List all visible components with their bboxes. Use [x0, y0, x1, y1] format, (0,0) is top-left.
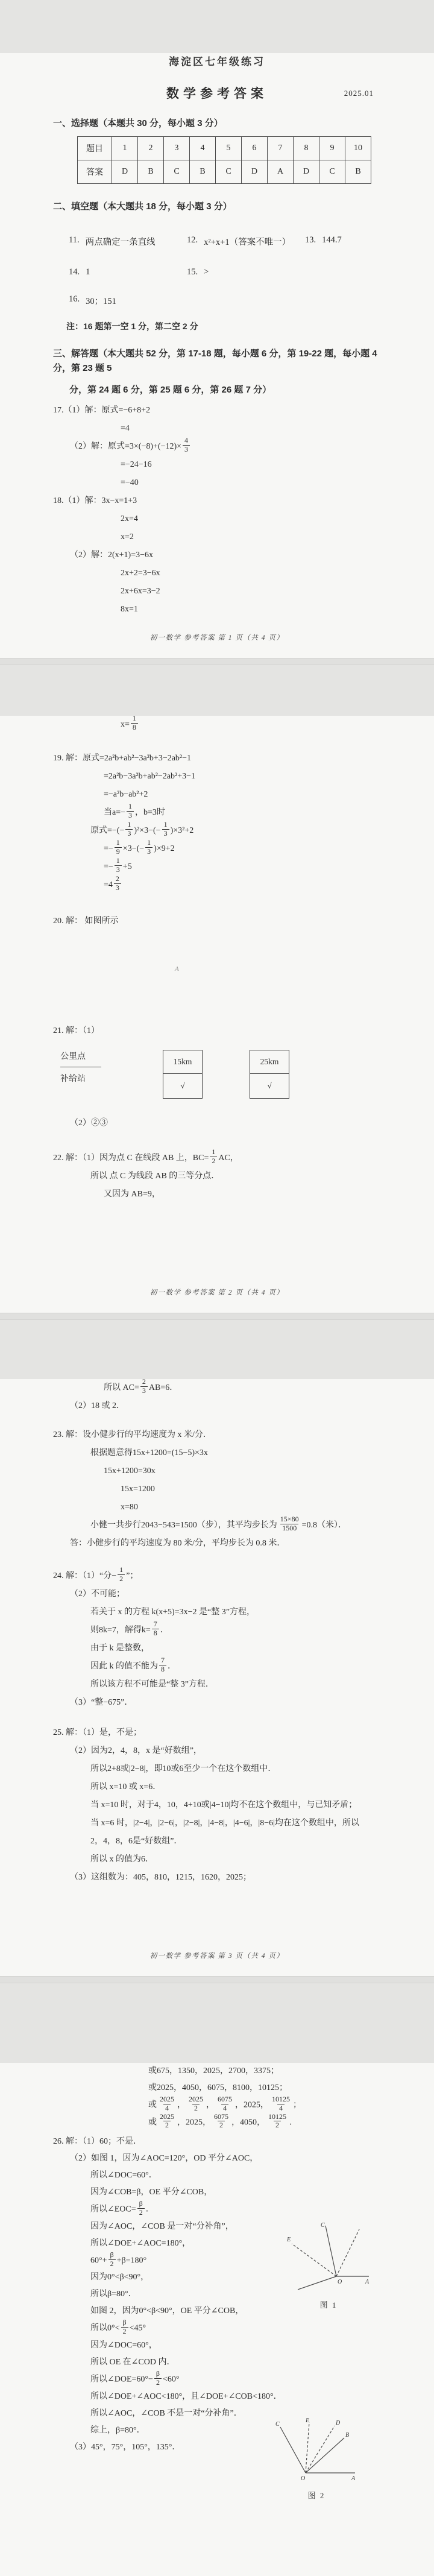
solution-problem-19: [0, 750, 434, 894]
page-footer: 初一数学 参考答案 第 1 页（共 4 页）: [149, 634, 285, 642]
solution-line: =−a²b−ab²+2: [104, 790, 148, 799]
solution-line: 或675，1350，2025，2700，3375；: [148, 2066, 279, 2076]
page-2: [0, 716, 434, 1313]
solution-line: 根据题意得15x+1200=(15−5)×3x: [90, 1448, 208, 1457]
solution-line: 所以∠DOC=60°．: [90, 2171, 157, 2180]
table-cell: D: [294, 160, 319, 184]
solution-line: 所以2+8或|2−8|，即10或6至少一个在这个数组中．: [90, 1764, 277, 1773]
solution-problem-22: [0, 1149, 434, 1204]
table-cell: 2: [138, 137, 164, 160]
table-cell: 6: [242, 137, 268, 160]
solution-problem-20-lead: 20. 解： 如图所示: [53, 917, 119, 926]
item-number: 14.: [69, 267, 80, 277]
solution-problem-17: [0, 402, 434, 492]
table-cell: A: [268, 160, 294, 184]
table-cell: B: [345, 160, 371, 184]
page-1: [0, 53, 434, 658]
table-answer-row: [78, 160, 371, 184]
fill-blank-item: [187, 267, 209, 277]
table-cell: 题目: [78, 137, 112, 160]
solution-line: 因此 k 的值不能为 $\frac{7}{8}$ ．: [90, 1656, 176, 1674]
solution-line: （2）18 或 2．: [70, 1401, 125, 1410]
solution-line: 25. 解：（1）是，不是；: [53, 1728, 142, 1737]
fill-blank-item: [305, 235, 342, 248]
table-cell: 4: [190, 137, 216, 160]
solution-line: 当 x=10 时，对于4，10，4+10或|4−10|均不在这个数组中，与已知矛盾；: [90, 1801, 357, 1810]
solution-line: 所以∠DOE=60°− $\frac{\beta}{2}$ <60°: [90, 2369, 180, 2387]
figure-point-label: A: [175, 965, 179, 973]
solution-line: 或 $\frac{2025}{2}$ ，2025， $\frac{6075}{2}$ ，4050， $\frac{10125}{2}$ ．: [148, 2112, 298, 2130]
station-km-value: 15km: [163, 1050, 202, 1074]
solution-problem-25-cont: [0, 2063, 434, 2131]
problem-20-figure: [0, 930, 434, 1021]
solution-line: 24. 解：（1）“分− $\frac{1}{2}$ ”；: [53, 1565, 139, 1583]
solution-line: 因为0°<β<90°，: [90, 2273, 149, 2282]
fill-blank-row-1: [69, 235, 434, 248]
ray-label-C: C: [275, 2421, 280, 2428]
table-cell: C: [216, 160, 242, 184]
solution-line: 又因为 AB=9，: [104, 1190, 160, 1199]
solution-problem-21-part2: （2）②③: [70, 1119, 108, 1128]
table-cell: D: [242, 160, 268, 184]
table-cell: B: [190, 160, 216, 184]
fill-blank-row-2: [69, 267, 434, 277]
grading-note: 注：16 题第一空 1 分，第二空 2 分: [66, 321, 198, 331]
item-number: 15.: [187, 267, 198, 277]
solution-line: （2）如图 1，因为∠AOC=120°，OD 平分∠AOC，: [70, 2154, 259, 2164]
table-cell: 10: [345, 137, 371, 160]
solution-line: =−40: [121, 478, 139, 487]
solution-line: 2x+6x=3−2: [121, 587, 160, 596]
page-4: [0, 2063, 434, 2576]
solution-line: 综上，β=80°．: [90, 2425, 145, 2435]
solution-line: =− $\frac{1}{3}$ +5: [104, 856, 132, 874]
figure-1: [283, 2221, 374, 2310]
table-cell: 7: [268, 137, 294, 160]
solution-line: （3）这组数为：405，810，1215，1620，2025；: [70, 1873, 251, 1882]
solution-line: 所以 x 的值为6．: [90, 1855, 154, 1864]
station-box: [250, 1050, 289, 1099]
solution-line: 或 $\frac{2025}{4}$ ， $\frac{2025}{2}$ ， $\frac{6075}{4}$ ，2025， $\frac{10125}{4}$ ；: [148, 2095, 301, 2112]
solution-line: （2）不可能；: [70, 1589, 125, 1599]
km-row1-label: 公里点: [60, 1052, 86, 1061]
solution-line: 60°+ $\frac{\beta}{2}$ +β=180°: [90, 2250, 147, 2268]
solution-line: 所以∠DOE+∠AOC<180°，且∠DOE+∠COB<180°．: [90, 2391, 282, 2401]
doc-subtitle: 数学参考答案: [166, 86, 268, 101]
table-cell: C: [164, 160, 190, 184]
item-number: 13.: [305, 235, 316, 245]
section3-heading-line2: 分，第 24 题 6 分，第 25 题 6 分，第 26 题 7 分）: [69, 385, 272, 395]
table-header-row: [78, 137, 371, 160]
solution-line: 所以0°< $\frac{\beta}{2}$ <45°: [90, 2318, 146, 2336]
solution-line: 2，4，8，6是“好数组”．: [90, 1837, 183, 1846]
table-cell: 9: [319, 137, 345, 160]
solution-problem-18: [0, 492, 434, 619]
solution-line: 由于 k 是整数，: [90, 1644, 149, 1653]
section2-heading: 二、填空题（本大题共 18 分，每小题 3 分）: [53, 201, 232, 212]
ray-label-A: A: [351, 2475, 356, 2482]
fill-blank-item: [187, 235, 305, 248]
solution-line: x=80: [121, 1503, 138, 1512]
page-gap: [0, 658, 434, 665]
fill-blank-row-3: [69, 294, 434, 307]
solution-problem-18-cont: [0, 716, 434, 734]
page-title: 海淀区七年级练习: [169, 56, 265, 68]
solution-line: 26. 解：（1）60；不是．: [53, 2137, 142, 2147]
page-footer: 初一数学 参考答案 第 3 页（共 4 页）: [149, 1953, 285, 1960]
solution-line: 所以 AC= $\frac{2}{3}$ AB=6．: [104, 1377, 178, 1395]
figure-2: [274, 2417, 359, 2501]
item-answer: 两点确定一条直线: [85, 238, 156, 247]
item-answer: >: [204, 267, 209, 277]
solution-line: 若关于 x 的方程 k(x+5)=3x−2 是“整 3”方程，: [90, 1608, 255, 1617]
solution-line: =− $\frac{1}{9}$ ×3−(− $\frac{1}{3}$ )×9+2: [104, 838, 175, 856]
station-boxes: [163, 1050, 336, 1099]
vertex-label-O: O: [338, 2279, 342, 2285]
angle-diagram-2: [274, 2417, 359, 2484]
solution-line: x= $\frac{1}{8}$: [121, 716, 434, 734]
page-3: [0, 1379, 434, 1976]
table-cell: 1: [112, 137, 138, 160]
solution-line: 15x=1200: [121, 1485, 155, 1494]
solution-problem-24: [0, 1567, 434, 1712]
table-cell: 8: [294, 137, 319, 160]
solution-line: （2）解：2(x+1)=3−6x: [70, 551, 154, 560]
solution-line: x=2: [121, 532, 134, 541]
solution-line: 所以∠EOC= $\frac{\beta}{2}$ ．: [90, 2199, 154, 2217]
station-box: [163, 1050, 203, 1099]
item-answer: x²+x+1（答案不唯一）: [204, 238, 291, 247]
ray-label-B: B: [345, 2432, 350, 2439]
page-gap: [0, 1976, 434, 1983]
item-number: 16.: [69, 294, 80, 304]
solution-problem-21-lead: 21. 解：（1）: [53, 1026, 99, 1035]
solution-line: （3）“整−675”．: [70, 1698, 133, 1707]
solution-line: 所以∠DOE+∠AOC=180°，: [90, 2238, 191, 2248]
page-footer: 初一数学 参考答案 第 2 页（共 4 页）: [149, 1289, 285, 1296]
solution-line: 22. 解：（1）因为点 C 在线段 AB 上，BC= $\frac{1}{2}$ AC，: [53, 1148, 239, 1166]
solution-line: =4 $\frac{2}{3}$: [104, 876, 434, 894]
solution-line: =4: [121, 424, 130, 433]
solution-line: 所以β=80°．: [90, 2290, 137, 2299]
solution-line: （3）45°，75°，105°，135°．: [70, 2442, 181, 2452]
solution-line: 所以 OE 在∠COD 内．: [90, 2357, 175, 2367]
problem-21-table: [60, 1050, 434, 1099]
solution-line: 17.（1）解：原式=−6+8+2: [53, 406, 151, 415]
solution-problem-23: [0, 1426, 434, 1553]
solution-line: 18.（1）解：3x−x=1+3: [53, 496, 137, 505]
solution-line: 原式=−(− $\frac{1}{3}$ )²×3−(− $\frac{1}{3}$ )×3²+2: [90, 820, 194, 838]
solution-line: 19. 解：原式=2a²b+ab²−3a²b+3−2ab²−1: [53, 754, 192, 763]
table-cell: 答案: [78, 160, 112, 184]
ray-label-E: E: [287, 2237, 291, 2243]
solution-line: 因为∠COB=β，OE 平分∠COB，: [90, 2188, 213, 2197]
km-row2-label: 补给站: [60, 1075, 86, 1084]
choice-answer-table: [77, 136, 371, 184]
solution-line: 因为∠DOC=60°，: [90, 2340, 157, 2350]
fill-blank-item: [69, 267, 187, 277]
solution-line: 因为∠AOC，∠COB 是一对“分补角”，: [90, 2221, 234, 2231]
doc-date: 2025.01: [344, 89, 374, 98]
solution-line: 15x+1200=30x: [104, 1466, 156, 1476]
solution-line: 当 x=6 时，|2−4|，|2−6|，|2−8|，|4−8|，|4−6|，|8−6|均在这个数组中，所以: [90, 1819, 359, 1828]
item-number: 12.: [187, 235, 198, 245]
station-checkmark: √: [180, 1081, 185, 1090]
solution-line: （2）因为2，4，8，x 是“好数组”，: [70, 1746, 202, 1755]
subtitle-row: [0, 84, 434, 103]
solution-line: 2x=4: [121, 514, 138, 523]
figure-1-caption: 图 1: [319, 2300, 338, 2309]
page-gap: [0, 1313, 434, 1320]
table-cell: 5: [216, 137, 242, 160]
section3-heading-line1: 三、解答题（本大题共 52 分，第 17-18 题，每小题 6 分，第 19-22 题，每小题 4 分，第 23 题 5: [53, 349, 377, 373]
solution-line: =2a²b−3a²b+ab²−2ab²+3−1: [104, 772, 196, 781]
solution-line: =−24−16: [121, 460, 152, 469]
solution-line: 答：小健步行的平均速度为 80 米/分，平均步长为 0.8 米．: [70, 1539, 286, 1548]
item-number: 11.: [69, 235, 80, 245]
figure-2-caption: 图 2: [307, 2491, 326, 2500]
ray-label-E: E: [306, 2417, 310, 2424]
ray-label-A: A: [365, 2279, 370, 2285]
solution-line: 或2025，4050，6075，8100，10125；: [148, 2083, 288, 2092]
table-cell: C: [319, 160, 345, 184]
station-km-value: 25km: [250, 1050, 289, 1074]
item-answer: 1: [86, 267, 90, 277]
solution-line: 如图 2，因为0°<β<90°，OE 平分∠COB，: [90, 2306, 244, 2316]
section1-heading: 一、选择题（本题共 30 分，每小题 3 分）: [53, 118, 223, 128]
item-answer: 30；151: [86, 297, 116, 306]
vertex-label-O: O: [301, 2475, 306, 2482]
solution-line: 所以 点 C 为线段 AB 的三等分点．: [90, 1172, 220, 1181]
answer-key-document: [0, 53, 434, 2576]
ray-label-D: D: [336, 2420, 341, 2426]
km-table-labels: [60, 1050, 163, 1084]
station-checkmark: √: [267, 1081, 272, 1090]
solution-line: 所以该方程不可能是“整 3”方程．: [90, 1680, 214, 1689]
table-cell: B: [138, 160, 164, 184]
table-cell: 3: [164, 137, 190, 160]
solution-line: （2）解：原式=3×(−8)+(−12)× $\frac{4}{3}$: [70, 438, 434, 456]
solution-line: 8x=1: [121, 605, 138, 614]
solution-line: 2x+2=3−6x: [121, 569, 160, 578]
solution-problem-22-cont: [0, 1379, 434, 1415]
solution-line: 所以∠AOC，∠COB 不是一对“分补角”．: [90, 2408, 242, 2418]
ray-label-C: C: [321, 2222, 325, 2229]
solution-line: 所以 x=10 或 x=6．: [90, 1782, 162, 1792]
solution-problem-25: [0, 1724, 434, 1887]
table-cell: D: [112, 160, 138, 184]
angle-diagram-1: [283, 2221, 374, 2293]
solution-line: 23. 解：设小健步行的平均速度为 x 米/分．: [53, 1430, 212, 1439]
solution-line: 小健一共步行2043−543=1500（步），其平均步长为 $\frac{15\times 80}{1500}$ =0.8（米）．: [90, 1515, 347, 1533]
item-answer: 144.7: [322, 235, 342, 245]
fill-blank-item: [69, 294, 116, 307]
fill-blank-item: [69, 235, 187, 248]
solution-line: 当a=− $\frac{1}{3}$ ，b=3时: [104, 802, 165, 820]
solution-line: 则8k=7，解得k= $\frac{7}{8}$ ．: [90, 1620, 169, 1638]
